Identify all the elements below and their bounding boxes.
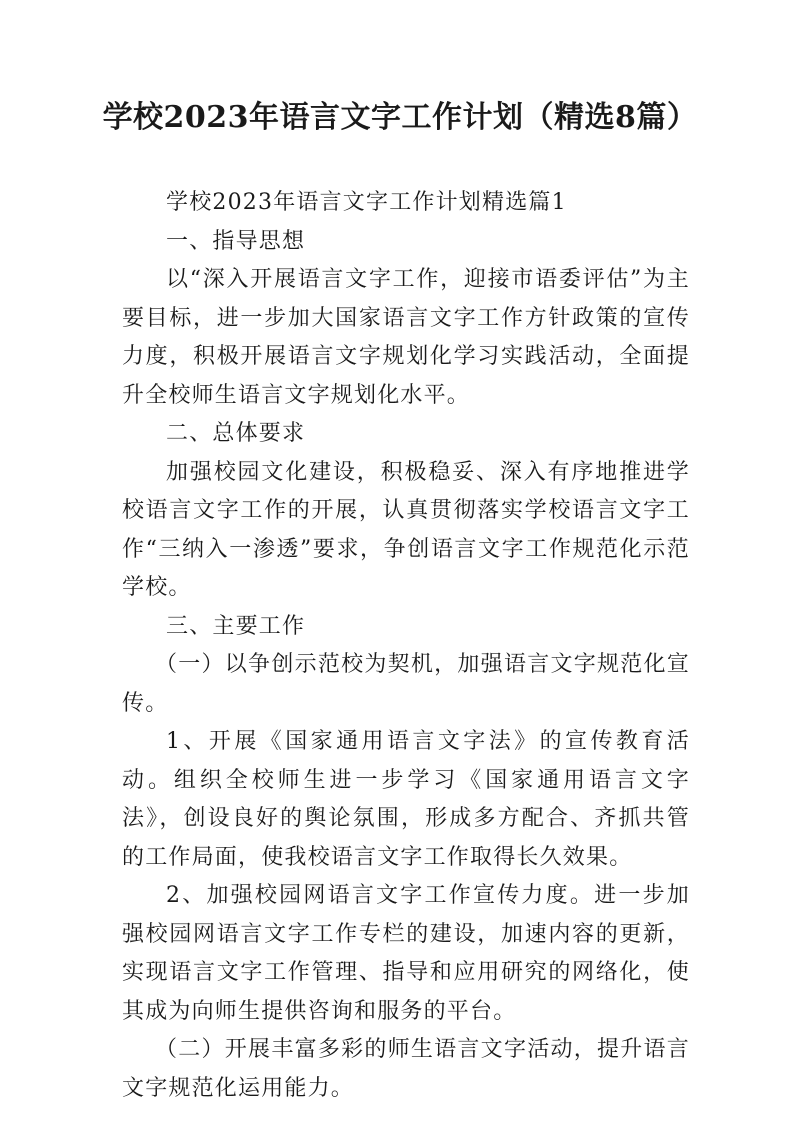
subheading-guiding-thought: 一、指导思想 — [166, 228, 306, 254]
subheading-main-work: 三、主要工作 — [166, 613, 306, 639]
sub-item-heading: （二）开展丰富多彩的师生语言文字活动，提升语言文字规范化运用能力。 — [122, 1037, 690, 1101]
paragraph: 2、加强校园网语言文字工作宣传力度。进一步加强校园网语言文字工作专栏的建设，加速内容的更新，实现语言文字工作管理、指导和应用研究的网络化，使其成为向师生提供咨询和服务的平台。 — [122, 883, 690, 1024]
document-body — [122, 184, 690, 1108]
paragraph: 以“深入开展语言文字工作，迎接市语委评估”为主要目标，进一步加大国家语言文字工作方针政策的宣传力度，积极开展语言文字规划化学习实践活动，全面提升全校师生语言文字规划化水平。 — [122, 267, 690, 408]
section-heading: 学校2023年语言文字工作计划精选篇1 — [166, 190, 567, 215]
paragraph: 加强校园文化建设，积极稳妥、深入有序地推进学校语言文字工作的开展，认真贯彻落实学校语言文字工作“三纳入一渗透”要求，争创语言文字工作规范化示范学校。 — [122, 459, 690, 600]
paragraph: 1、开展《国家通用语言文字法》的宣传教育活动。组织全校师生进一步学习《国家通用语言文字法》，创设良好的舆论氛围，形成多方配合、齐抓共管的工作局面，使我校语言文字工作取得长久效果。 — [122, 729, 690, 870]
subheading-overall-requirements: 二、总体要求 — [166, 421, 306, 446]
sub-item-heading: （一）以争创示范校为契机，加强语言文字规范化宣传。 — [122, 652, 690, 716]
document-title: 学校2023年语言文字工作计划（精选8篇） — [102, 100, 698, 135]
